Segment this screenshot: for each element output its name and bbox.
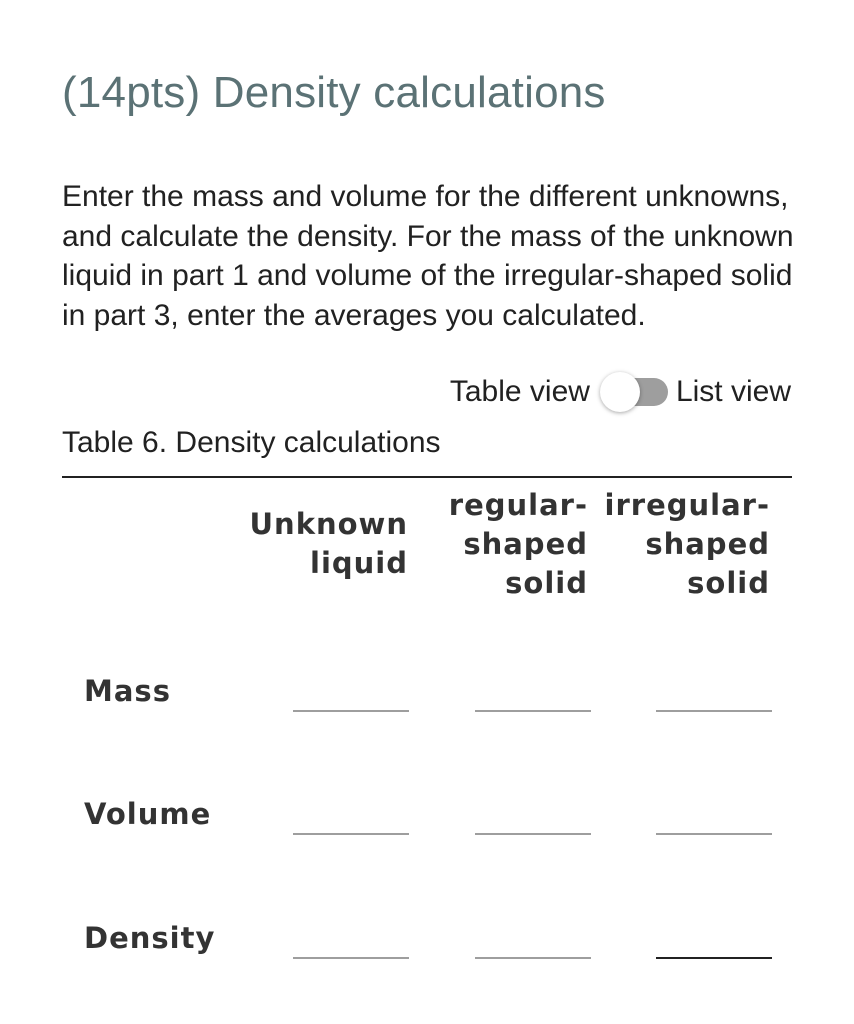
column-header-line: Unknown xyxy=(249,507,408,541)
view-toggle-switch[interactable] xyxy=(600,370,670,414)
column-header-line: shaped xyxy=(645,527,770,561)
table-top-rule xyxy=(62,476,792,478)
column-header-line: liquid xyxy=(310,546,408,580)
density-regular-solid-input[interactable] xyxy=(475,927,591,959)
list-view-label[interactable]: List view xyxy=(675,375,791,408)
row-label-density: Density xyxy=(84,921,216,955)
column-header-line: irregular- xyxy=(604,488,770,522)
column-header-line: regular- xyxy=(448,488,588,522)
view-toggle xyxy=(450,370,791,414)
table-view-label[interactable]: Table view xyxy=(449,375,590,408)
mass-unknown-liquid-input[interactable] xyxy=(293,680,409,712)
column-header-line: shaped xyxy=(463,527,588,561)
volume-irregular-solid-input[interactable] xyxy=(656,803,772,835)
row-label-mass: Mass xyxy=(84,674,171,708)
density-unknown-liquid-input[interactable] xyxy=(293,927,409,959)
volume-unknown-liquid-input[interactable] xyxy=(293,803,409,835)
instructions-text: Enter the mass and volume for the different unknowns, and calculate the density. For the mass of the unknown liquid in part 1 and volume of the irregular-shaped solid in part 3, enter the averages you calculated. xyxy=(62,180,794,332)
mass-regular-solid-input[interactable] xyxy=(475,680,591,712)
column-header-irregular-shaped-solid xyxy=(600,486,770,603)
column-header-regular-shaped-solid xyxy=(418,486,588,603)
density-irregular-solid-input[interactable] xyxy=(656,927,772,959)
row-label-volume: Volume xyxy=(84,797,212,831)
column-header-unknown-liquid xyxy=(238,505,408,583)
table-caption: Table 6. Density calculations xyxy=(62,426,441,459)
mass-irregular-solid-input[interactable] xyxy=(656,680,772,712)
column-header-line: solid xyxy=(687,566,770,600)
volume-regular-solid-input[interactable] xyxy=(475,803,591,835)
column-header-line: solid xyxy=(505,566,588,600)
switch-thumb xyxy=(600,372,640,412)
question-title: (14pts) Density calculations xyxy=(62,68,606,117)
